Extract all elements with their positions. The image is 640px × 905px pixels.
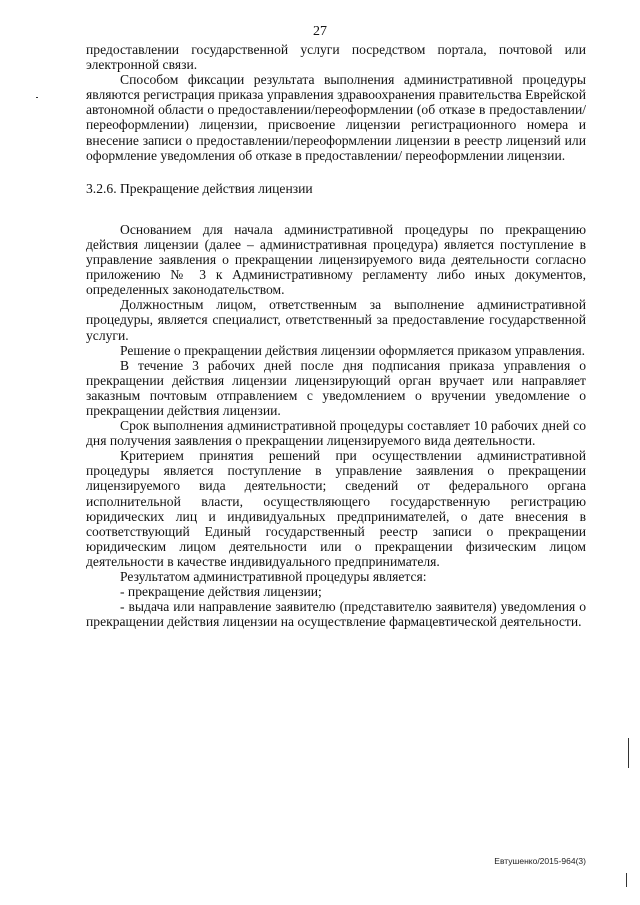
scan-mark (628, 738, 629, 768)
list-item: - прекращение действия лицензии; (120, 584, 322, 600)
paragraph: Решение о прекращении действия лицензии оформляется приказом управления. (120, 342, 586, 358)
page-number: 27 (313, 24, 327, 39)
list-item: - выдача или направление заявителю (представителю заявителя) уведомления о прекращении действия лицензии на осуществление фармацевтической деятельности. (86, 599, 586, 630)
scan-mark (626, 873, 627, 887)
section-heading: 3.2.6. Прекращение действия лицензии (86, 180, 313, 196)
paragraph: Должностным лицом, ответственным за выполнение административной процедуры, является специалист, ответственный за предоставление государственной услуги. (86, 297, 586, 343)
paragraph: Основанием для начала административной процедуры по прекращению действия лицензии (далее – административная процедура) является поступление в управление заявления о прекращении лицензируемого вида деятельности согласно приложению № 3 к Административному регламенту либо иных документов, определенных законодательством. (86, 221, 586, 298)
paragraph: В течение 3 рабочих дней после дня подписания приказа управления о прекращении действия лицензии лицензирующий орган вручает или направляет заказным почтовым отправлением с уведомлением о вручении уведомление о прекращении действия лицензии. (86, 357, 586, 418)
document-code: Евтушенко/2015-964(3) (494, 856, 586, 866)
document-body (86, 42, 586, 629)
paragraph: Критерием принятия решений при осуществлении административной процедуры является поступление в управление заявления о прекращении лицензируемого вида деятельности; сведений от федерального органа исполнительной власти, осуществляющего государственную регистрацию юридических лиц и индивидуальных предпринимателей, о дате внесения в соответствующий Единый государственный реестр записи о прекращении юридическим лицом деятельности или о прекращении физическим лицом деятельности в качестве индивидуального предпринимателя. (86, 448, 586, 569)
paragraph: Результатом административной процедуры является: (120, 569, 427, 584)
scan-mark (36, 97, 38, 98)
paragraph: Способом фиксации результата выполнения административной процедуры являются регистрация приказа управления здравоохранения правительства Еврейской автономной области о предоставлении/переоформлении (об отказе в предоставлении/ переоформлении) лицензии, присвоение лицензии регистрационного номера и внесение записи о предоставлении/переоформлении лицензии в реестр лицензий или оформление уведомления об отказе в предоставлении/ переоформлении лицензии. (86, 72, 586, 163)
paragraph: предоставлении государственной услуги посредством портала, почтовой или электронной связи. (86, 42, 586, 73)
paragraph: Срок выполнения административной процедуры составляет 10 рабочих дней со дня получения заявления о прекращении лицензируемого вида деятельности. (86, 418, 586, 449)
